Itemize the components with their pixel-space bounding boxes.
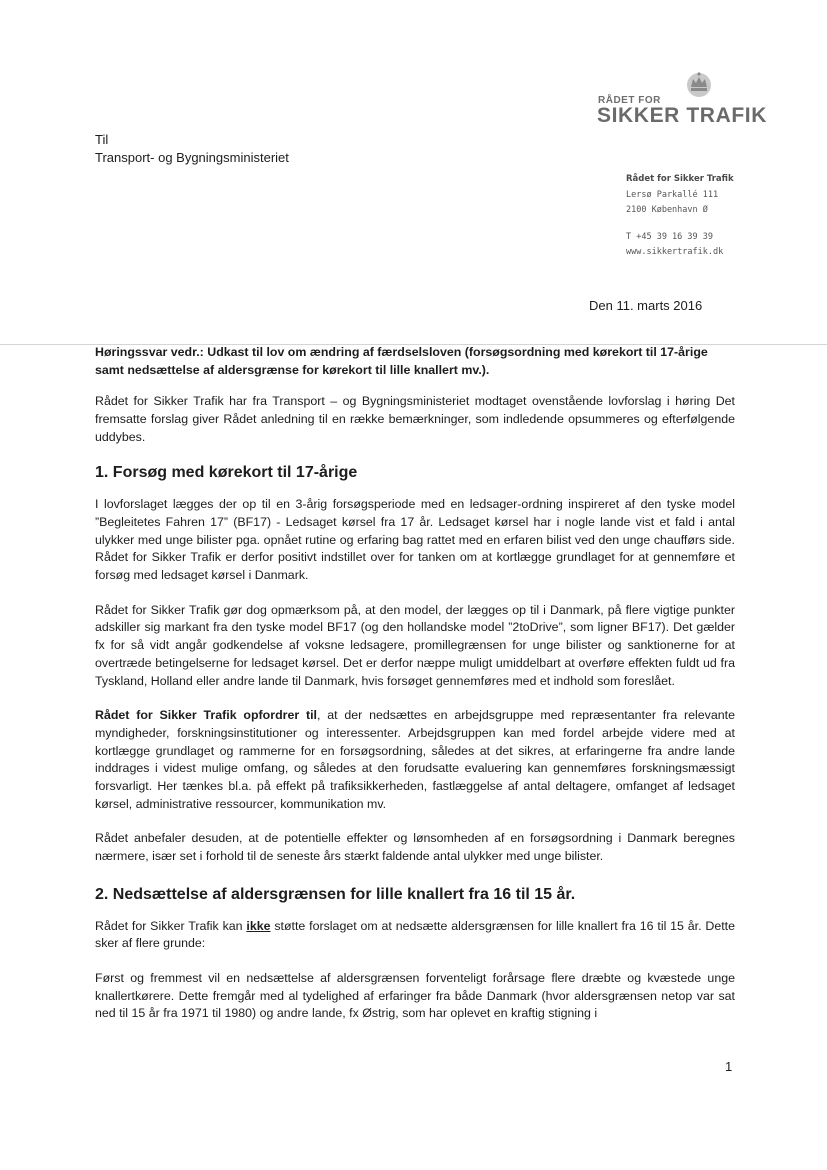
subject-line: Høringssvar vedr.: Udkast til lov om ændring af færdselsloven (forsøgsordning med kørekort til 17-årige samt nedsættelse af aldersgrænse for kørekort til lille knallert mv.).: [95, 345, 708, 377]
letter-body: [95, 344, 735, 1040]
sender-address-2: 2100 København Ø: [626, 205, 708, 215]
letter-date: Den 11. marts 2016: [589, 298, 703, 313]
section-2-paragraph-1-pre: Rådet for Sikker Trafik kan: [95, 918, 247, 933]
section-1-paragraph-1: I lovforslaget lægges der op til en 3-årig forsøgsperiode med en ledsager-ordning inspireret af den tyske model ”Begleitetes Fahren 17” (BF17) - Ledsaget kørsel fra 17 år. Ledsaget kørsel har i nogle lande vist et fald i antal ulykker med unge bilister pga. opnået rutine og erfaring bag rattet med en erfaren bilist ved den unge chaufførs side. Rådet for Sikker Trafik er derfor positivt indstillet over for tanken om at kortlægge grundlaget for at gennemføre et forsøg med ledsaget kørsel i Danmark.: [95, 497, 735, 583]
sender-org: Rådet for Sikker Trafik: [626, 174, 734, 184]
logo: [598, 68, 778, 130]
section-1-paragraph-3-bold: Rådet for Sikker Trafik opfordrer til: [95, 708, 317, 723]
sender-web: www.sikkertrafik.dk: [626, 247, 724, 257]
recipient-line-1: Til: [95, 132, 109, 147]
recipient-block: [95, 131, 289, 167]
section-1-paragraph-2: Rådet for Sikker Trafik gør dog opmærksom på, at den model, der lægges op til i Danmark, på flere vigtige punkter adskiller sig markant fra den tyske model BF17 (og den hollandske model ”2toDrive”, som ligner BF17). Det gælder fx for så vidt angår godkendelse af voksne ledsagere, promillegrænsen for unge bilister og sanktionerne for at overtræde betingelserne for ledsaget kørsel. Det er derfor næppe muligt umiddelbart at overføre effekten fuldt ud fra Tyskland, Holland eller andre lande til Danmark, hvis forsøget gennemføres med et indhold som foreslået.: [95, 602, 735, 688]
sender-address-1: Lersø Parkallé 111: [626, 189, 719, 200]
section-2-paragraph-1-post: støtte forslaget om at nedsætte aldersgrænsen for lille knallert fra 16 til 15 år. Dette sker af flere grunde:: [95, 918, 735, 951]
section-2-paragraph-2: Først og fremmest vil en nedsættelse af aldersgrænsen forventeligt forårsage flere dræbte og kvæstede unge knallertkørere. Dette fremgår med al tydelighed af erfaringer fra både Danmark (hvor aldersgrænsen netop var sat ned til 15 år fra 1971 til 1980) og andre lande, fx Østrig, som har oplevet en kraftig stigning i: [95, 970, 735, 1021]
sender-block: [626, 172, 734, 261]
section-1-heading: 1. Forsøg med kørekort til 17-årige: [95, 463, 358, 481]
crown-icon: [684, 70, 714, 98]
section-2-emphasis: ikke: [246, 918, 271, 933]
logo-big-text: SIKKER TRAFIK: [597, 104, 767, 127]
section-1-paragraph-4: Rådet anbefaler desuden, at de potentielle effekter og lønsomheden af en forsøgsordning i Danmark beregnes nærmere, især set i forhold til de seneste års stærkt faldende antal ulykker med unge bilister.: [95, 831, 735, 864]
intro-paragraph: Rådet for Sikker Trafik har fra Transport – og Bygningsministeriet modtaget ovenstående lovforslag i høring Det fremsatte forslag giver Rådet anledning til en række bemærkninger, som indledende opsummeres og efterfølgende uddybes.: [95, 394, 735, 444]
section-2-heading: 2. Nedsættelse af aldersgrænsen for lille knallert fra 16 til 15 år.: [95, 885, 576, 903]
logo-small-text: RÅDET FOR: [598, 95, 661, 106]
section-2-paragraph-1: [95, 918, 735, 953]
section-1-paragraph-3: [95, 707, 735, 813]
recipient-line-2: Transport- og Bygningsministeriet: [95, 150, 289, 165]
page-number: 1: [725, 1059, 733, 1074]
sender-phone: T +45 39 16 39 39: [626, 231, 713, 242]
section-1-paragraph-3-rest: , at der nedsættes en arbejdsgruppe med repræsentanter fra relevante myndigheder, forskningsinstitutioner og interessenter. Arbejdsgruppen kan med fordel arbejde videre med at kortlægge grundlaget og rammerne for en forsøgsordning, således at det sikres, at erfaringerne fra andre lande inddrages i videst mulige omfang, og således at den forudsatte evaluering kan gennemføres forskningsmæssigt forsvarligt. Her tænkes bl.a. på effekt på trafiksikkerheden, fastlæggelse af antal deltagere, omfanget af ledsaget kørsel, administrative ressourcer, kommunikation mv.: [95, 708, 735, 811]
